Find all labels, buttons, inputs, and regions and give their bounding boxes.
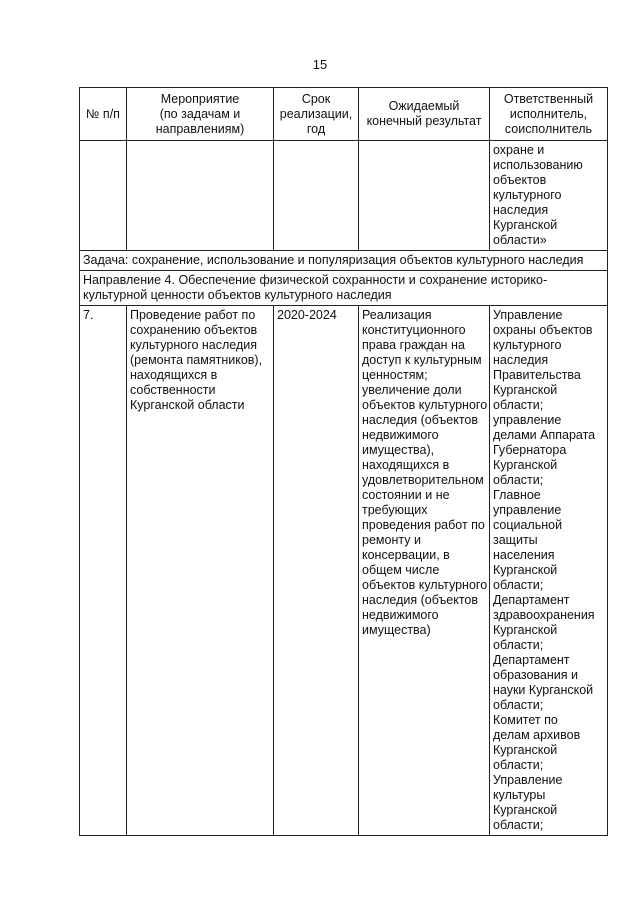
executor-text-line: области; [493, 758, 544, 772]
continued-row [80, 141, 608, 251]
header-period [274, 88, 359, 141]
executor-text-line: Курганской [493, 623, 558, 637]
row7-executor [490, 306, 608, 836]
executor-text-line: Департамент [493, 653, 570, 667]
executor-text-line: культурного [493, 188, 562, 202]
page-number: 15 [312, 57, 328, 72]
executor-text-line: Правительства [493, 368, 581, 382]
executor-text-line: области; [493, 578, 544, 592]
task-row [80, 251, 608, 271]
executor-text-line: делами Аппарата [493, 428, 596, 442]
executor-text-line: Губернатора [493, 443, 567, 457]
task-cell: Задача: сохранение, использование и популяризация объектов культурного наследия [80, 251, 608, 271]
executor-text-line: Курганской [493, 218, 558, 232]
row7-result [359, 306, 490, 836]
result-text-line: наследия (объектов [362, 593, 479, 607]
plan-table [79, 87, 608, 836]
activity-text-line: собственности [130, 383, 216, 397]
executor-text-line: наследия [493, 203, 549, 217]
result-text-line: состоянии и не [362, 488, 450, 502]
executor-text-line: Главное [493, 488, 541, 502]
executor-text-line: Управление [493, 308, 563, 322]
activity-text-line: Курганской области [130, 398, 245, 412]
executor-text-line: культурного [493, 338, 562, 352]
table-header-row [80, 88, 608, 141]
result-text-line: консервации, в [362, 548, 450, 562]
header-text-line: год [306, 121, 326, 136]
executor-text-line: социальной [493, 518, 563, 532]
row7-activity [127, 306, 274, 836]
executor-text-line: охране и [493, 143, 545, 157]
executor-text-line: области; [493, 698, 544, 712]
header-text-line: Срок [301, 91, 331, 106]
header-text-line: Мероприятие [160, 91, 240, 106]
result-text-line: требующих [362, 503, 428, 517]
executor-text-line: управление [493, 413, 562, 427]
executor-text-line: Курганской [493, 743, 558, 757]
executor-text-line: образования и [493, 668, 578, 682]
row7-period: 2020-2024 [274, 306, 359, 836]
direction-text-line: культурной ценности объектов культурного наследия [83, 288, 392, 302]
header-text-line: соисполнитель [504, 121, 593, 136]
executor-text-line: объектов [493, 173, 547, 187]
result-text-line: недвижимого [362, 608, 439, 622]
result-text-line: объектов культурного [362, 578, 488, 592]
executor-text-line: культуры [493, 788, 546, 802]
header-result [359, 88, 490, 141]
executor-text-line: области; [493, 398, 544, 412]
executor-text-line: Комитет по [493, 713, 558, 727]
activity-text-line: Проведение работ по [130, 308, 256, 322]
executor-text-line: охраны объектов [493, 323, 593, 337]
executor-text-line: науки Курганской [493, 683, 594, 697]
header-text-line: Ответственный [503, 91, 594, 106]
continued-result-cell [359, 141, 490, 251]
continued-executor-cell [490, 141, 608, 251]
result-text-line: удовлетворительном [362, 473, 484, 487]
continued-activity-cell [127, 141, 274, 251]
result-text-line: общем числе [362, 563, 440, 577]
executor-text-line: использованию [493, 158, 583, 172]
header-text-line: № п/п [86, 106, 120, 121]
header-text-line: Ожидаемый [388, 99, 460, 113]
executor-text-line: области; [493, 473, 544, 487]
header-number [80, 88, 127, 141]
result-text-line: права граждан на [362, 338, 465, 352]
header-text-line: реализации, [279, 106, 353, 121]
result-text-line: наследия (объектов [362, 413, 479, 427]
row7-number: 7. [80, 306, 127, 836]
activity-text-line: культурного наследия [130, 338, 258, 352]
executor-text-line: наследия [493, 353, 549, 367]
direction-cell [80, 271, 608, 306]
executor-text-line: защиты [493, 533, 538, 547]
executor-text-line: населения [493, 548, 555, 562]
executor-text-line: Управление [493, 773, 563, 787]
continued-number-cell [80, 141, 127, 251]
header-text-line: (по задачам и [159, 106, 241, 121]
executor-text-line: здравоохранения [493, 608, 595, 622]
executor-text-line: Курганской [493, 803, 558, 817]
header-text-line: конечный результат [366, 114, 482, 128]
executor-text-line: области; [493, 638, 544, 652]
result-text-line: находящихся в [362, 458, 450, 472]
header-text-line: направлениям) [155, 121, 245, 136]
executor-text-line: Курганской [493, 563, 558, 577]
direction-row [80, 271, 608, 306]
result-text-line: имущества) [362, 623, 431, 637]
table-row-7 [80, 306, 608, 836]
executor-text-line: области» [493, 233, 547, 247]
result-text-line: доступ к культурным [362, 353, 482, 367]
executor-text-line: делам архивов [493, 728, 581, 742]
activity-text-line: сохранению объектов [130, 323, 258, 337]
result-text-line: имущества), [362, 443, 435, 457]
executor-text-line: Департамент [493, 593, 570, 607]
executor-text-line: управление [493, 503, 562, 517]
header-executor [490, 88, 608, 141]
result-text-line: Реализация [362, 308, 432, 322]
result-text-line: ценностям; [362, 368, 428, 382]
activity-text-line: находящихся в [130, 368, 218, 382]
result-text-line: объектов культурного [362, 398, 488, 412]
executor-text-line: области; [493, 818, 544, 832]
result-text-line: недвижимого [362, 428, 439, 442]
activity-text-line: (ремонта памятников), [130, 353, 263, 367]
header-activity [127, 88, 274, 141]
direction-text-line: Направление 4. Обеспечение физической сохранности и сохранение историко- [83, 273, 548, 287]
executor-text-line: Курганской [493, 383, 558, 397]
result-text-line: конституционного [362, 323, 466, 337]
executor-text-line: Курганской [493, 458, 558, 472]
header-text-line: исполнитель, [509, 106, 588, 121]
result-text-line: ремонту и [362, 533, 421, 547]
continued-period-cell [274, 141, 359, 251]
result-text-line: увеличение доли [362, 383, 462, 397]
result-text-line: проведения работ по [362, 518, 485, 532]
